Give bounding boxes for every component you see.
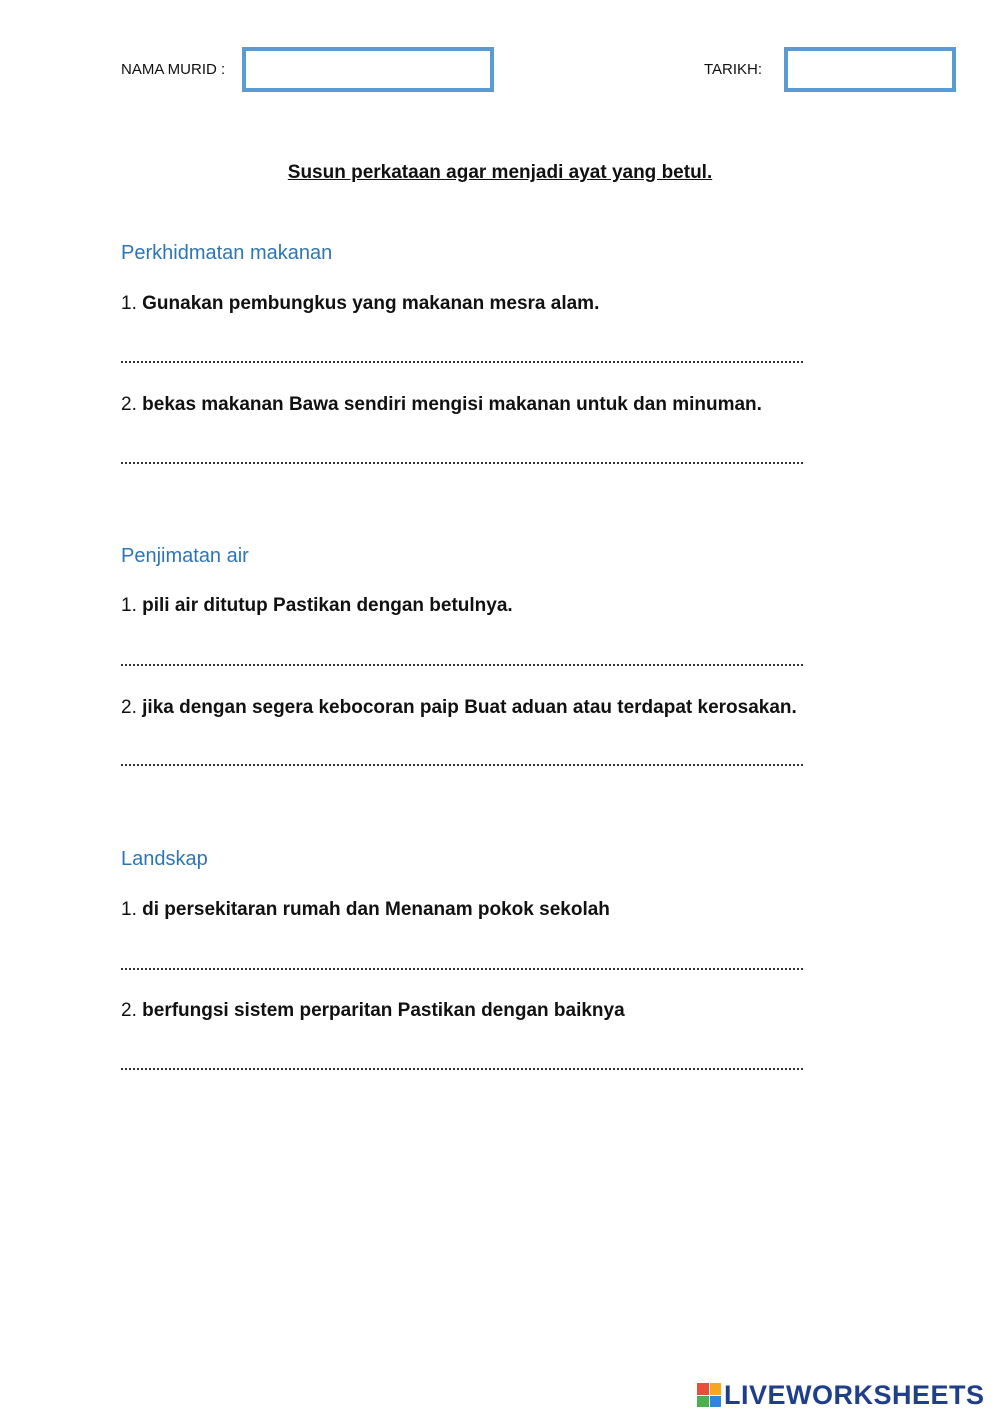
question-text: berfungsi sistem perparitan Pastikan dengan baiknya xyxy=(142,1000,625,1021)
liveworksheets-logo xyxy=(697,1378,985,1412)
question-item xyxy=(121,899,610,921)
question-text: di persekitaran rumah dan Menanam pokok sekolah xyxy=(142,899,610,920)
answer-line[interactable] xyxy=(121,962,803,970)
liveworksheets-icon xyxy=(697,1383,721,1407)
question-text: pili air ditutup Pastikan dengan betulnya. xyxy=(142,595,513,616)
name-label: NAMA MURID : xyxy=(121,61,226,78)
answer-line[interactable] xyxy=(121,355,803,363)
date-input[interactable] xyxy=(784,47,956,92)
question-number: 1. xyxy=(121,293,137,314)
answer-line[interactable] xyxy=(121,1062,803,1070)
question-text: bekas makanan Bawa sendiri mengisi makanan untuk dan minuman. xyxy=(142,394,762,415)
question-number: 2. xyxy=(121,1000,137,1021)
instruction-title: Susun perkataan agar menjadi ayat yang betul. xyxy=(287,162,713,183)
question-text: Gunakan pembungkus yang makanan mesra alam. xyxy=(142,293,600,314)
question-number: 2. xyxy=(121,697,137,718)
answer-line[interactable] xyxy=(121,658,803,666)
answer-line[interactable] xyxy=(121,758,803,766)
question-number: 1. xyxy=(121,595,137,616)
question-item xyxy=(121,697,797,719)
answer-line[interactable] xyxy=(121,456,803,464)
question-item xyxy=(121,394,762,416)
name-input[interactable] xyxy=(242,47,494,92)
question-item xyxy=(121,293,599,315)
section-heading-perkhidmatan: Perkhidmatan makanan xyxy=(121,242,333,264)
logo-text: LIVEWORKSHEETS xyxy=(724,1379,985,1410)
question-number: 1. xyxy=(121,899,137,920)
question-text: jika dengan segera kebocoran paip Buat aduan atau terdapat kerosakan. xyxy=(142,697,797,718)
section-heading-landskap: Landskap xyxy=(121,848,208,870)
date-label: TARIKH: xyxy=(704,61,763,78)
question-item xyxy=(121,1000,625,1022)
section-heading-penjimatan: Penjimatan air xyxy=(121,545,249,567)
question-item xyxy=(121,595,513,617)
question-number: 2. xyxy=(121,394,137,415)
